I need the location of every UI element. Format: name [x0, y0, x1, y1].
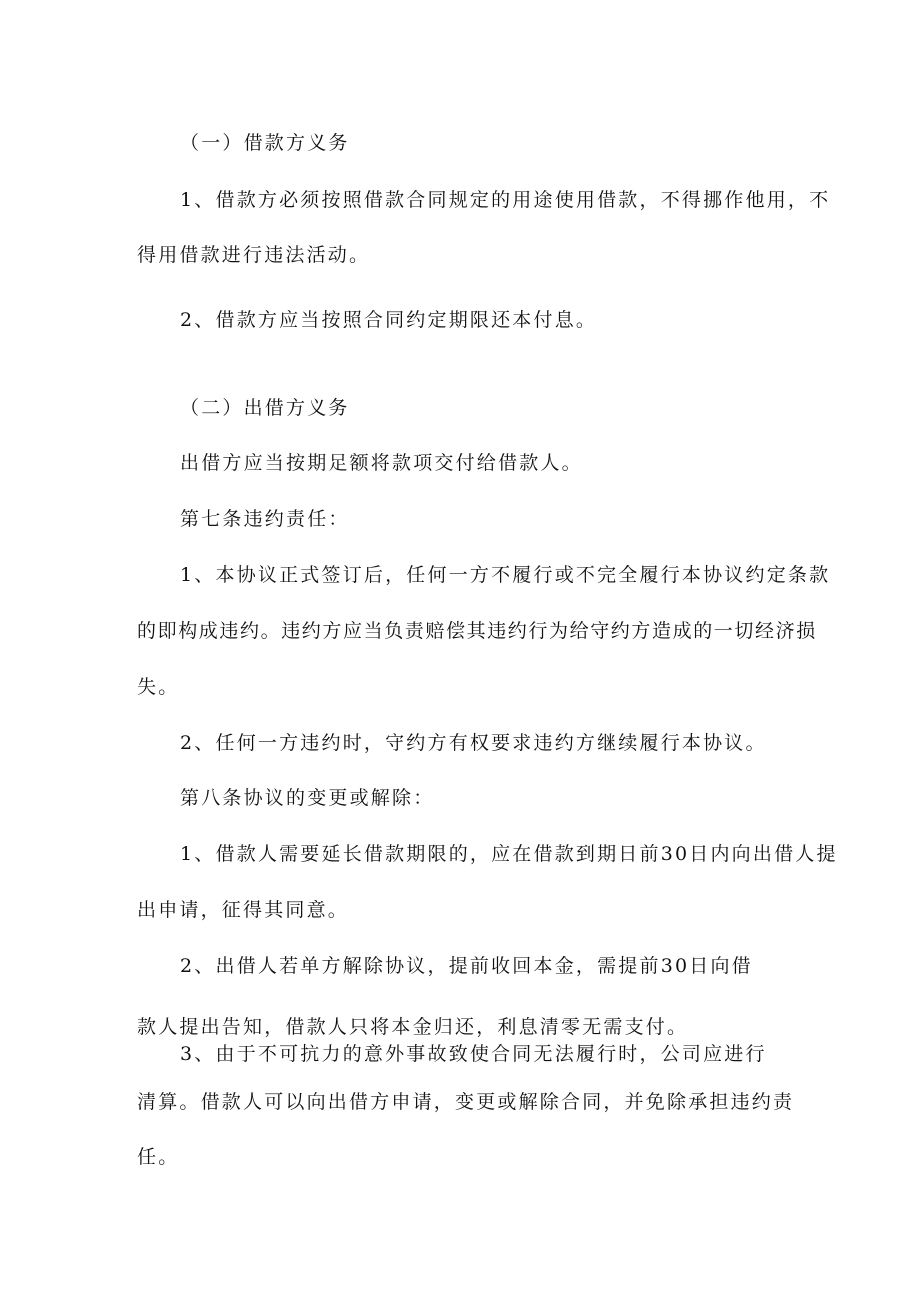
paragraph-line: 清算。借款人可以向出借方申请，变更或解除合同，并免除承担违约责	[137, 1091, 795, 1113]
paragraph-line: 1、借款方必须按照借款合同规定的用途使用借款，不得挪作他用，不	[180, 189, 831, 211]
section-heading-borrower-obligations: （一）借款方义务	[180, 132, 350, 154]
paragraph-line: 1、本协议正式签订后，任何一方不履行或不完全履行本协议约定条款	[180, 564, 831, 586]
paragraph-line: 2、借款方应当按照合同约定期限还本付息。	[180, 309, 598, 331]
article-heading-breach-liability: 第七条违约责任：	[180, 508, 350, 530]
paragraph-line: 得用借款进行违法活动。	[137, 244, 371, 266]
paragraph-line: 2、任何一方违约时，守约方有权要求违约方继续履行本协议。	[180, 732, 767, 754]
paragraph-line: 失。	[137, 676, 180, 698]
paragraph-line: 任。	[137, 1146, 180, 1168]
paragraph-line: 出申请，征得其同意。	[137, 899, 350, 921]
paragraph-line: 的即构成违约。违约方应当负责赔偿其违约行为给守约方造成的一切经济损	[137, 620, 817, 642]
section-heading-lender-obligations: （二）出借方义务	[180, 397, 350, 419]
paragraph-line: 2、出借人若单方解除协议，提前收回本金，需提前30日向借	[180, 955, 753, 977]
paragraph-line: 款人提出告知，借款人只将本金归还，利息清零无需支付。	[137, 1016, 689, 1038]
paragraph-line: 1、借款人需要延长借款期限的，应在借款到期日前30日内向出借人提	[180, 843, 838, 865]
article-heading-modification-termination: 第八条协议的变更或解除：	[180, 787, 435, 809]
paragraph-line: 出借方应当按期足额将款项交付给借款人。	[180, 452, 583, 474]
paragraph-line: 3、由于不可抗力的意外事故致使合同无法履行时，公司应进行	[180, 1043, 767, 1065]
